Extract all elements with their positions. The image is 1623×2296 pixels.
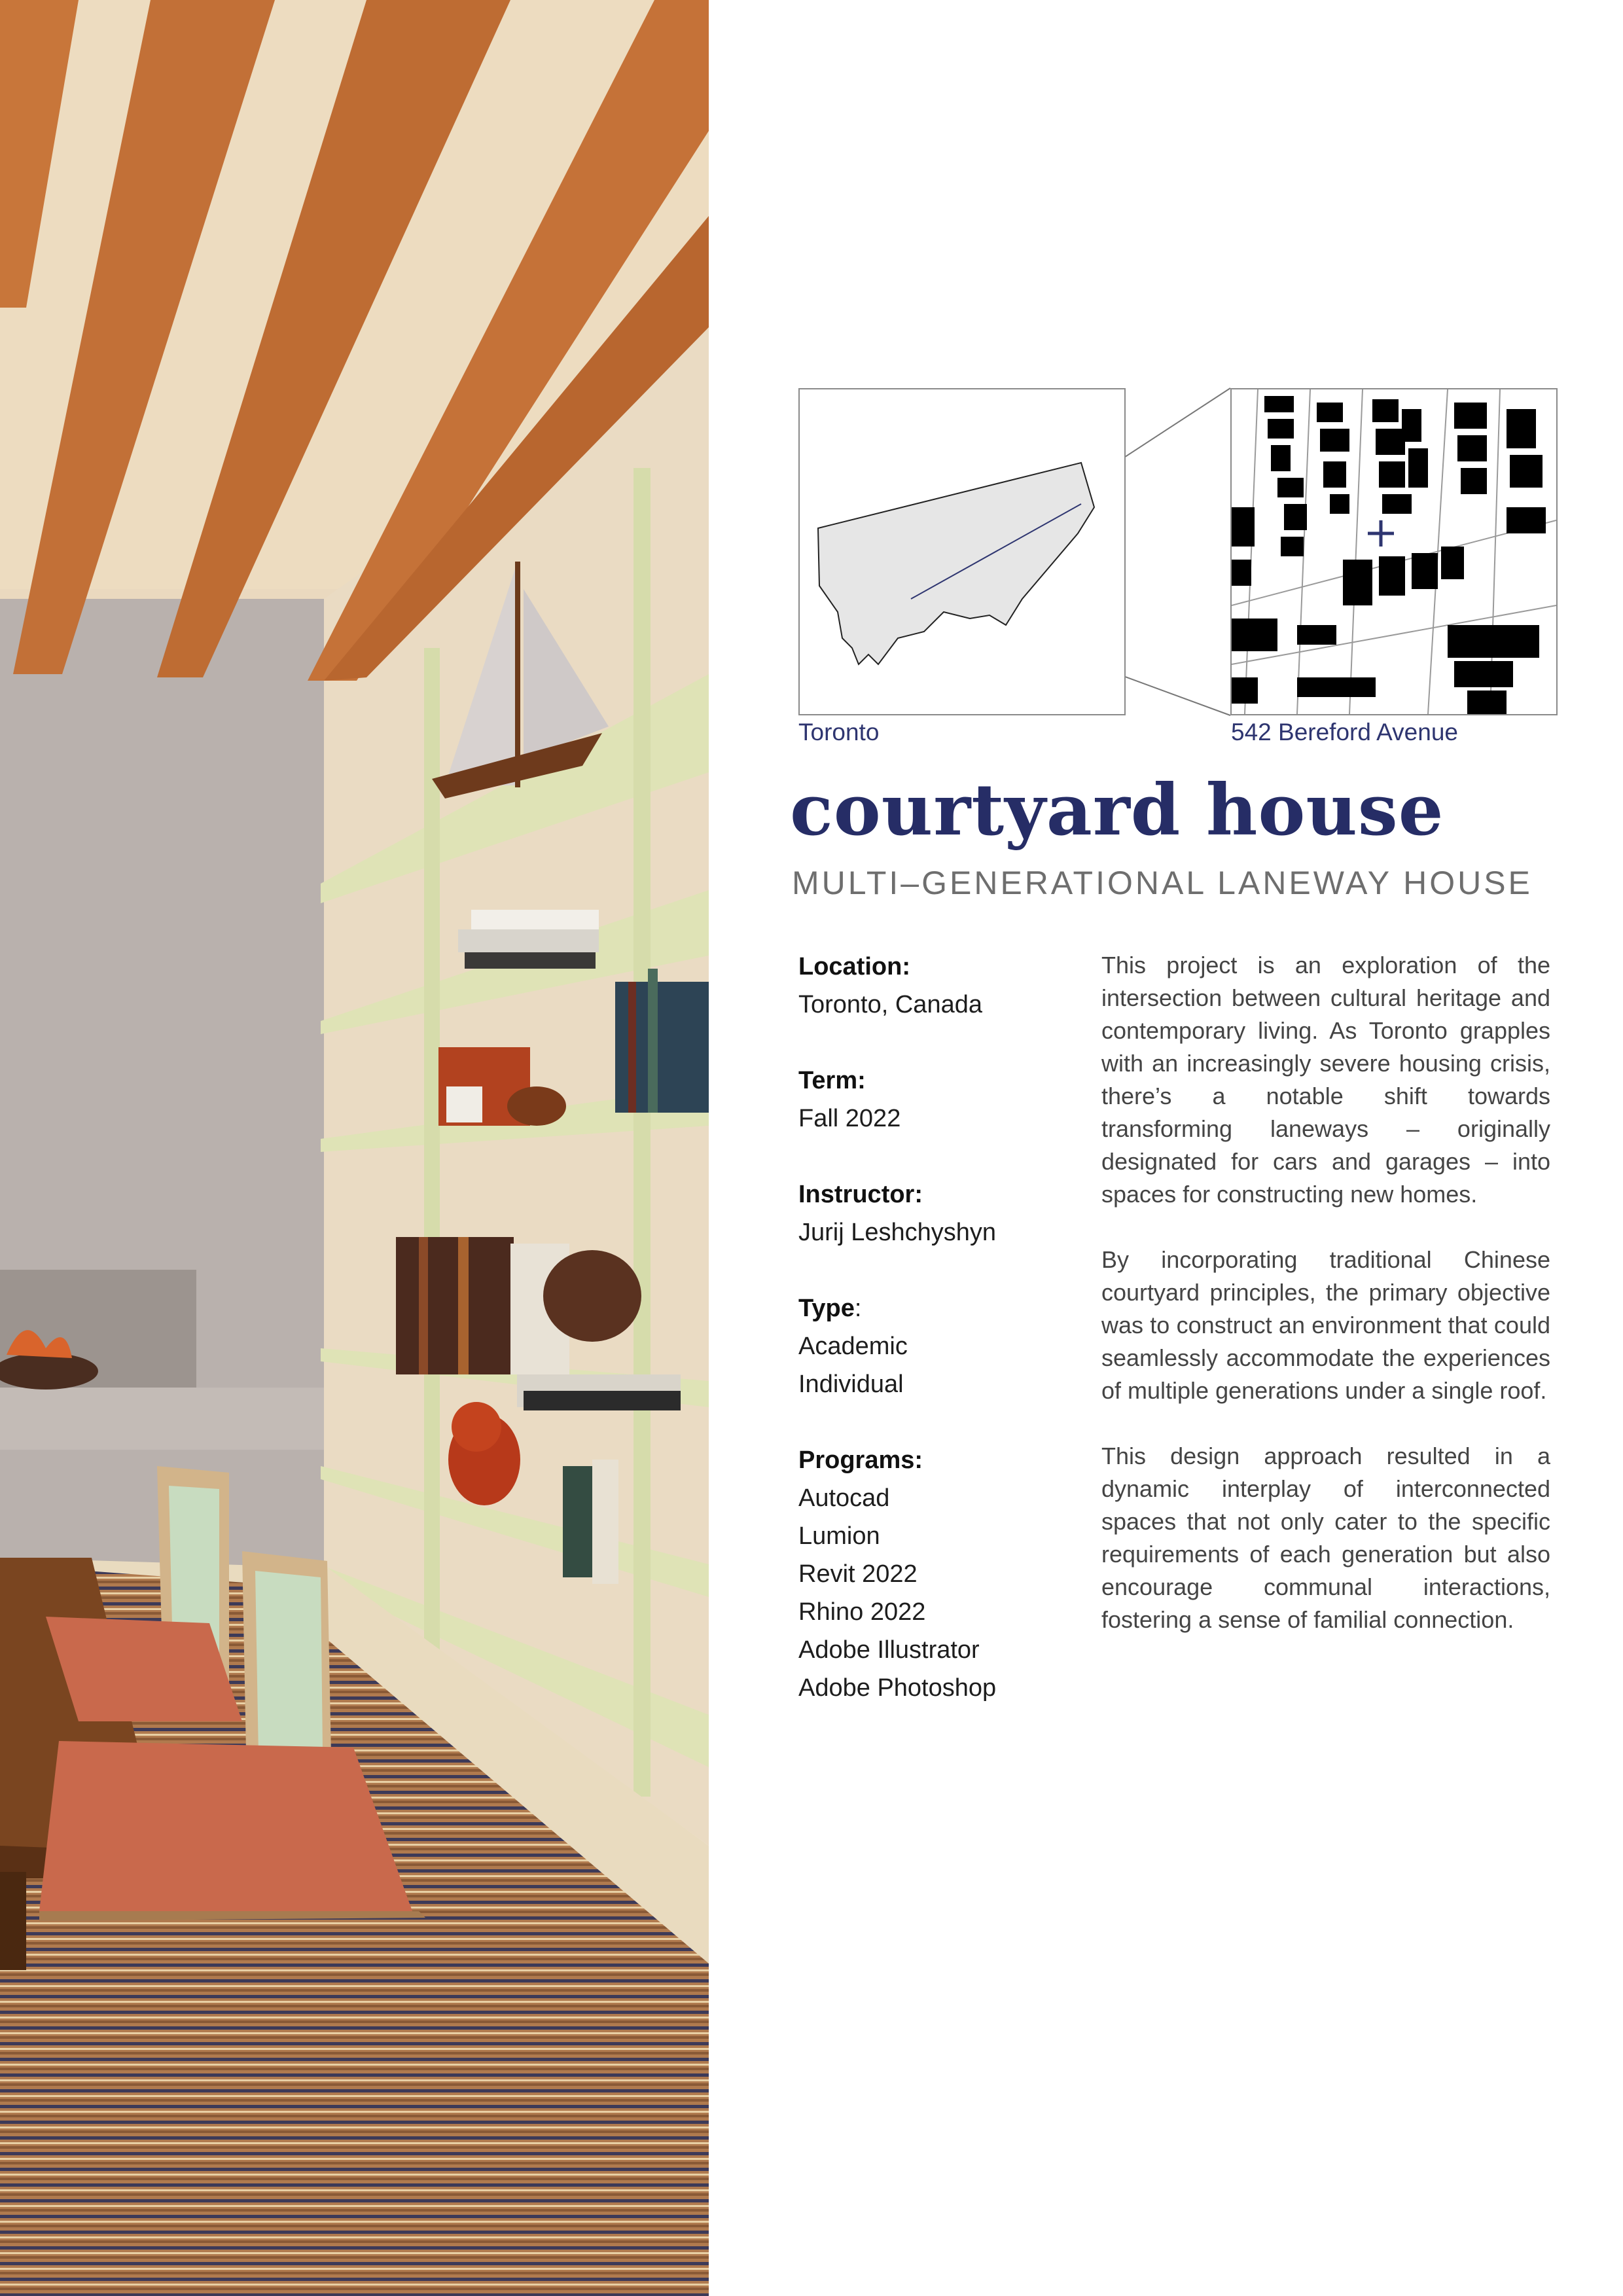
program-item: Rhino 2022	[798, 1598, 926, 1626]
project-details	[798, 948, 1060, 1745]
description-paragraph: This design approach resulted in a dynamic interplay of interconnected spaces that not only cater to the specific requirements of each generation but also encourage communal interactions, fostering a sense of familial connection.	[1101, 1443, 1550, 1633]
project-description	[1101, 949, 1550, 1669]
type-heading	[798, 1289, 1060, 1327]
program-item: Adobe Photoshop	[798, 1674, 997, 1702]
type-group	[798, 1289, 1060, 1403]
program-item: Lumion	[798, 1522, 880, 1550]
description-paragraph: This project is an exploration of the intersection between cultural heritage and contemporary living. As Toronto grapples with an increasingly severe housing crisis, there’s a notable shift towards transforming laneways – originally designated for cars and garages – into spaces for constructing new homes.	[1101, 952, 1550, 1208]
type-value: Individual	[798, 1371, 904, 1398]
description-paragraph: By incorporating traditional Chinese courtyard principles, the primary objective was to construct an environment that could seamlessly accommodate the experiences of multiple generations under a single roof.	[1101, 1246, 1550, 1404]
type-label: Type	[798, 1295, 855, 1322]
interior-render-image	[0, 0, 709, 2296]
toronto-outline-map	[798, 388, 1126, 715]
program-item: Revit 2022	[798, 1560, 918, 1588]
term-label: Term:	[798, 1067, 866, 1094]
program-item: Autocad	[798, 1484, 890, 1512]
location-group	[798, 948, 1060, 1024]
instructor-value: Jurij Leshchyshyn	[798, 1219, 997, 1246]
type-value: Academic	[798, 1333, 908, 1360]
term-value: Fall 2022	[798, 1105, 901, 1132]
program-item: Adobe Illustrator	[798, 1636, 980, 1664]
site-map-caption: 542 Bereford Avenue	[1231, 719, 1458, 745]
location-value: Toronto, Canada	[798, 991, 982, 1018]
term-group	[798, 1062, 1060, 1138]
project-subtitle: MULTI–GENERATIONAL LANEWAY HOUSE	[792, 865, 1533, 901]
instructor-group	[798, 1175, 1060, 1251]
instructor-label: Instructor:	[798, 1181, 923, 1208]
site-figure-ground-map	[1230, 388, 1558, 715]
location-label: Location:	[798, 953, 910, 980]
city-map-caption: Toronto	[798, 719, 880, 745]
project-title: courtyard house	[790, 769, 1444, 852]
programs-group	[798, 1441, 1060, 1707]
type-colon: :	[854, 1295, 862, 1322]
programs-label: Programs:	[798, 1446, 923, 1474]
